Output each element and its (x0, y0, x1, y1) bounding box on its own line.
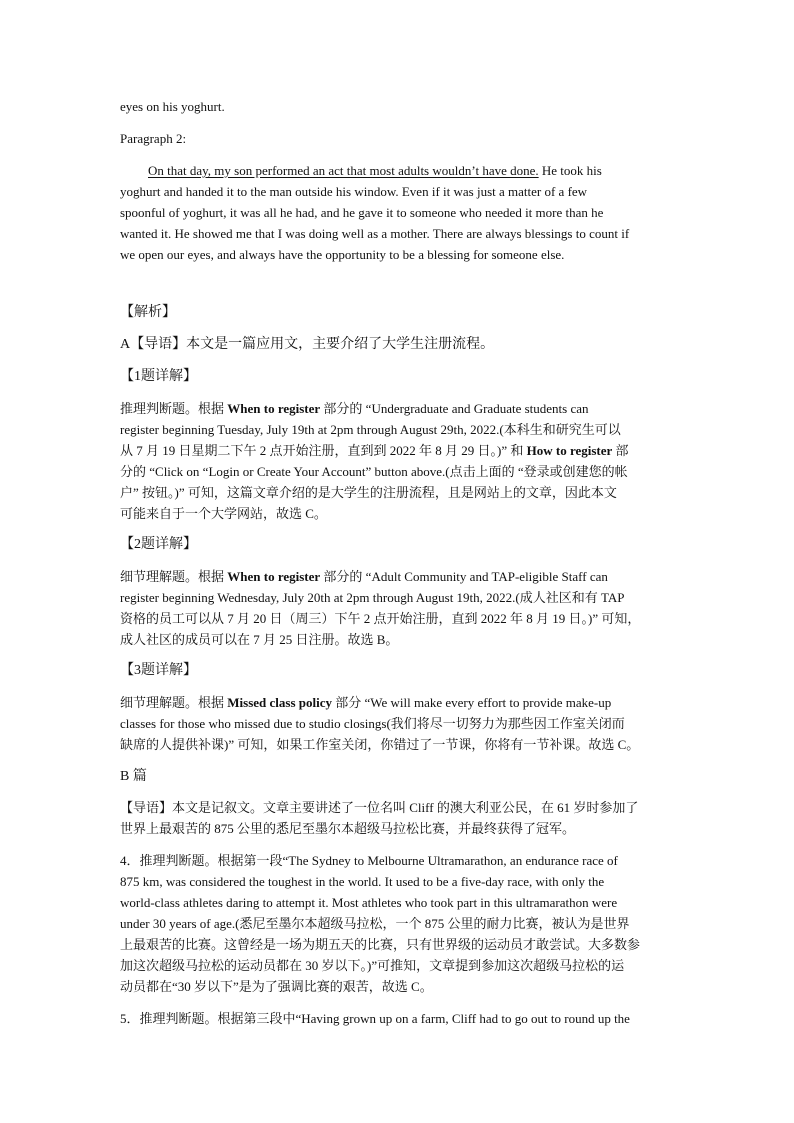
q2-line: 资格的员工可以从 7 月 20 日（周三）下午 2 点开始注册，直到 2022 年 8 月 19 日。)” 可知， (120, 611, 641, 626)
text-fragment: eyes on his yoghurt. (120, 99, 225, 114)
q2-line: 成人社区的成员可以在 7 月 25 日注册。故选 B。 (120, 632, 399, 647)
q4-line: 875 km, was considered the toughest in the world. It used to be a five-day race, with only the (120, 874, 605, 889)
bold-term: Missed class policy (227, 695, 332, 710)
text-run: 细节理解题。根据 (120, 569, 228, 584)
q1-heading: 【1题详解】 (120, 369, 197, 384)
text-run: 部 (612, 443, 629, 458)
section-b-label: B 篇 (120, 769, 147, 784)
bold-term: When to register (227, 569, 321, 584)
q5-line: 5．推理判断题。根据第三段中“Having grown up on a farm, Cliff had to go out to round up the (120, 1011, 630, 1026)
text-run: 部分的 “Adult Community and TAP-eligible Staff can (320, 569, 608, 584)
section-b-intro: 【导语】本文是记叙文。文章主要讲述了一位名叫 Cliff 的澳大利亚公民，在 61 岁时参加了 (120, 800, 639, 815)
analysis-title: 【解析】 (120, 305, 176, 320)
paragraph2-line: yoghurt and handed it to the man outside his window. Even if it was just a matter of a few (120, 184, 588, 199)
q1-line: 户” 按钮。)” 可知，这篇文章介绍的是大学生的注册流程，且是网站上的文章，因此本文 (120, 485, 617, 500)
q1-line: 分的 “Click on “Login or Create Your Account” button above.(点击上面的 “登录或创建您的帐 (120, 464, 628, 479)
text-run: 推理判断题。根据 (120, 401, 228, 416)
paragraph2-line: wanted it. He showed me that I was doing well as a mother. There are always blessings to count if (120, 226, 630, 241)
q4-line: 4．推理判断题。根据第一段“The Sydney to Melbourne Ultramarathon, an endurance race of (120, 853, 618, 868)
section-a-intro: A【导语】本文是一篇应用文，主要介绍了大学生注册流程。 (120, 337, 495, 352)
underlined-sentence: On that day, my son performed an act that most adults wouldn’t have done. (148, 163, 539, 178)
q1-line: register beginning Tuesday, July 19th at 2pm through August 29th, 2022.(本科生和研究生可以 (120, 422, 621, 437)
q1-line: 可能来自于一个大学网站，故选 C。 (120, 506, 327, 521)
text-run: 部分 “We will make every effort to provide make-up (332, 695, 612, 710)
q1-line (120, 440, 629, 461)
q4-line: 加这次超级马拉松的运动员都在 30 岁以下。)”可推知，文章提到参加这次超级马拉松的运 (120, 958, 625, 973)
q2-line: register beginning Wednesday, July 20th at 2pm through August 19th, 2022.(成人社区和有 TAP (120, 590, 625, 605)
q4-line: 动员都在“30 岁以下”是为了强调比赛的艰苦，故选 C。 (120, 979, 433, 994)
bold-term: When to register (227, 401, 321, 416)
bold-term: How to register (526, 443, 613, 458)
paragraph2-line (148, 160, 602, 181)
q4-line: world-class athletes daring to attempt it. Most athletes who took part in this ultramarathon were (120, 895, 618, 910)
q1-line (120, 398, 589, 419)
text-run: 细节理解题。根据 (120, 695, 228, 710)
q2-heading: 【2题详解】 (120, 537, 197, 552)
text-run: He took his (538, 163, 602, 178)
section-b-intro: 世界上最艰苦的 875 公里的悉尼至墨尔本超级马拉松比赛，并最终获得了冠军。 (120, 821, 576, 836)
text-run: 部分的 “Undergraduate and Graduate students can (320, 401, 589, 416)
q4-line: under 30 years of age.(悉尼至墨尔本超级马拉松，一个 875 公里的耐力比赛，被认为是世界 (120, 916, 630, 931)
q3-line: 缺席的人提供补课)” 可知，如果工作室关闭，你错过了一节课，你将有一节补课。故选 C。 (120, 737, 640, 752)
q3-heading: 【3题详解】 (120, 663, 197, 678)
q3-line (120, 692, 611, 713)
q4-line: 上最艰苦的比赛。这曾经是一场为期五天的比赛，只有世界级的运动员才敢尝试。大多数参 (120, 937, 641, 952)
paragraph2-line: we open our eyes, and always have the opportunity to be a blessing for someone else. (120, 247, 565, 262)
q3-line: classes for those who missed due to studio closings(我们将尽一切努力为那些因工作室关闭而 (120, 716, 625, 731)
text-run: 从 7 月 19 日星期二下午 2 点开始注册，直到到 2022 年 8 月 29 日。)” 和 (120, 443, 527, 458)
q2-line (120, 566, 608, 587)
paragraph2-line: spoonful of yoghurt, it was all he had, and he gave it to someone who needed it more than he (120, 205, 604, 220)
paragraph-label: Paragraph 2: (120, 131, 187, 146)
